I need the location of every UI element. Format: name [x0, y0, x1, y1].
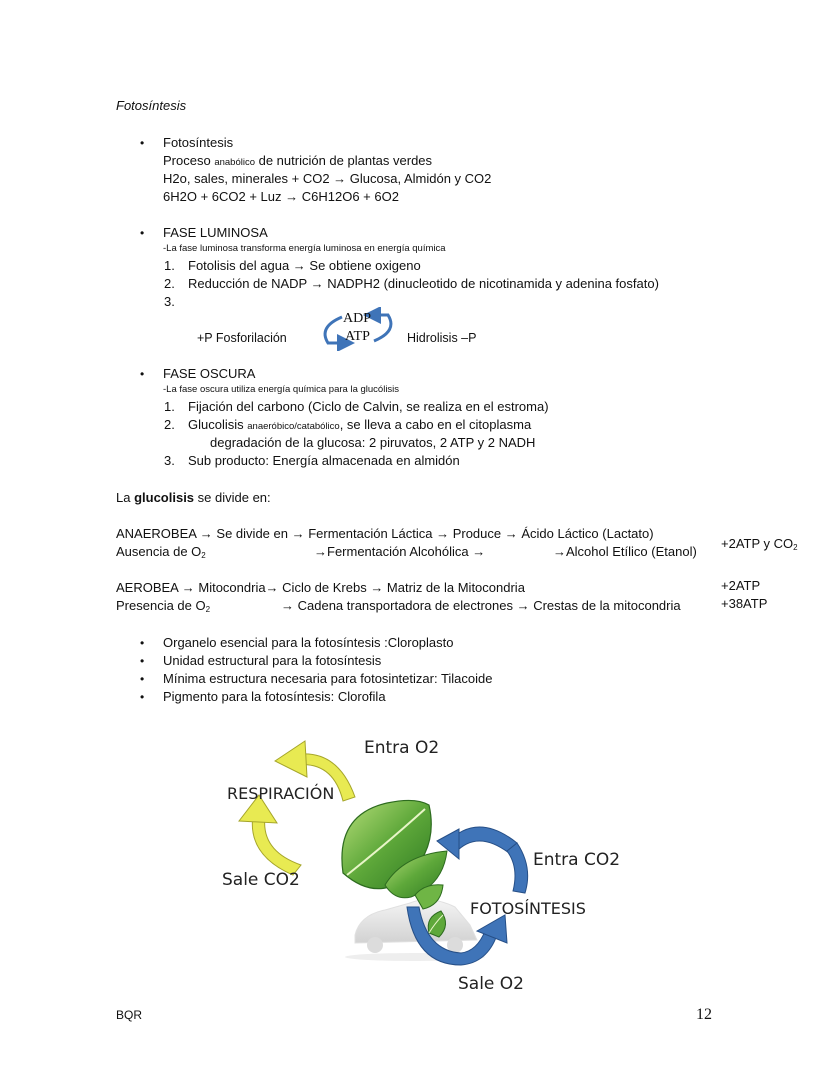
s1-line2: H2o, sales, minerales + CO2 → Glucosa, Almidón y CO2: [163, 171, 492, 186]
adp-label: ADP: [343, 311, 372, 326]
list-item: Mínima estructura necesaria para fotosintetizar: Tilacoide: [163, 671, 493, 686]
fotosintesis-label: FOTOSÍNTESIS: [470, 899, 586, 918]
sale-o2-label: Sale O2: [458, 974, 524, 994]
s2-item1: Fotolisis del agua → Se obtiene oxigeno: [188, 258, 421, 273]
aerobea-line2a: Presencia de $O_2$: [116, 598, 211, 614]
yellow-arrow-left-icon: [239, 795, 301, 875]
list-item: Pigmento para la fotosíntesis: Clorofila: [163, 689, 386, 704]
s2-num2: 2.: [164, 276, 175, 291]
bullet: •: [140, 226, 145, 240]
s2-heading: FASE LUMINOSA: [163, 225, 268, 240]
page-title: Fotosíntesis: [116, 98, 187, 113]
s2-subtitle: -La fase luminosa transforma energía luminosa en energía química: [163, 243, 446, 254]
s3-num3: 3.: [164, 453, 175, 468]
bullet: •: [140, 690, 145, 704]
bullet: •: [140, 136, 145, 150]
s1-line1: Proceso anabólico de nutrición de plantas verdes: [163, 153, 433, 168]
s1-line3: 6H2O + 6CO2 + Luz → C6H12O6 + 6O2: [163, 189, 399, 204]
cycle-arrow-right-icon: [372, 315, 391, 341]
entra-co2-label: Entra CO2: [533, 850, 621, 870]
s3-subtitle: -La fase oscura utiliza energía química para la glucólisis: [163, 384, 400, 395]
aerobea-result2: +38ATP: [721, 596, 768, 611]
entra-o2-label: Entra O2: [364, 738, 440, 758]
s3-num2: 2.: [164, 417, 175, 432]
anaerobea-line2c: →Alcohol Etílico (Etanol): [553, 544, 697, 559]
anaerobea-result: +2ATP y $CO_2$: [721, 536, 798, 552]
bullet: •: [140, 654, 145, 668]
blue-arrow-right-icon: [437, 827, 528, 893]
s1-heading: Fotosíntesis: [163, 135, 234, 150]
s3-item2: Glucolisis anaeróbico/catabólico, se lleva a cabo en el citoplasma: [188, 417, 532, 432]
list-item: Organelo esencial para la fotosíntesis :Cloroplasto: [163, 635, 454, 650]
bullet: •: [140, 367, 145, 381]
s2-item2: Reducción de NADP → NADPH2 (dinucleotido de nicotinamida y adenina fosfato): [188, 276, 659, 291]
anaerobea-line1: ANAEROBEA → Se divide en → Fermentación Láctica → Produce → Ácido Láctico (Lactato): [116, 526, 654, 541]
anaerobea-line2b: →Fermentación Alcohólica →: [314, 544, 486, 559]
sale-co2-label: Sale CO2: [222, 870, 300, 890]
s3-item1: Fijación del carbono (Ciclo de Calvin, se realiza en el estroma): [188, 399, 549, 414]
glucolisis-intro: La glucolisis se divide en:: [116, 490, 271, 505]
aerobea-line2b: → Cadena transportadora de electrones → Crestas de la mitocondria: [281, 598, 681, 613]
bullet: •: [140, 672, 145, 686]
page-number: 12: [696, 1006, 712, 1023]
aerobea-result1: +2ATP: [721, 578, 761, 593]
footer-initials: BQR: [116, 1008, 143, 1022]
s3-num1: 1.: [164, 399, 175, 414]
phosphorylation-label: +P Fosforilación: [197, 331, 287, 345]
bullet: •: [140, 636, 145, 650]
atp-label: ATP: [345, 329, 370, 344]
anaerobea-line2a: Ausencia de $O_2$: [116, 544, 206, 560]
s3-heading: FASE OSCURA: [163, 366, 256, 381]
respiracion-label: RESPIRACIÓN: [227, 784, 335, 803]
list-item: Unidad estructural para la fotosíntesis: [163, 653, 382, 668]
hydrolysis-label: Hidrolisis –P: [407, 331, 477, 345]
aerobea-line1: AEROBEA → Mitocondria→ Ciclo de Krebs → Matriz de la Mitocondria: [116, 580, 525, 595]
s2-num3: 3.: [164, 294, 175, 309]
s2-num1: 1.: [164, 258, 175, 273]
s3-item3: Sub producto: Energía almacenada en almidón: [188, 453, 460, 468]
s3-item2-detail: degradación de la glucosa: 2 piruvatos, 2 ATP y 2 NADH: [210, 435, 536, 450]
